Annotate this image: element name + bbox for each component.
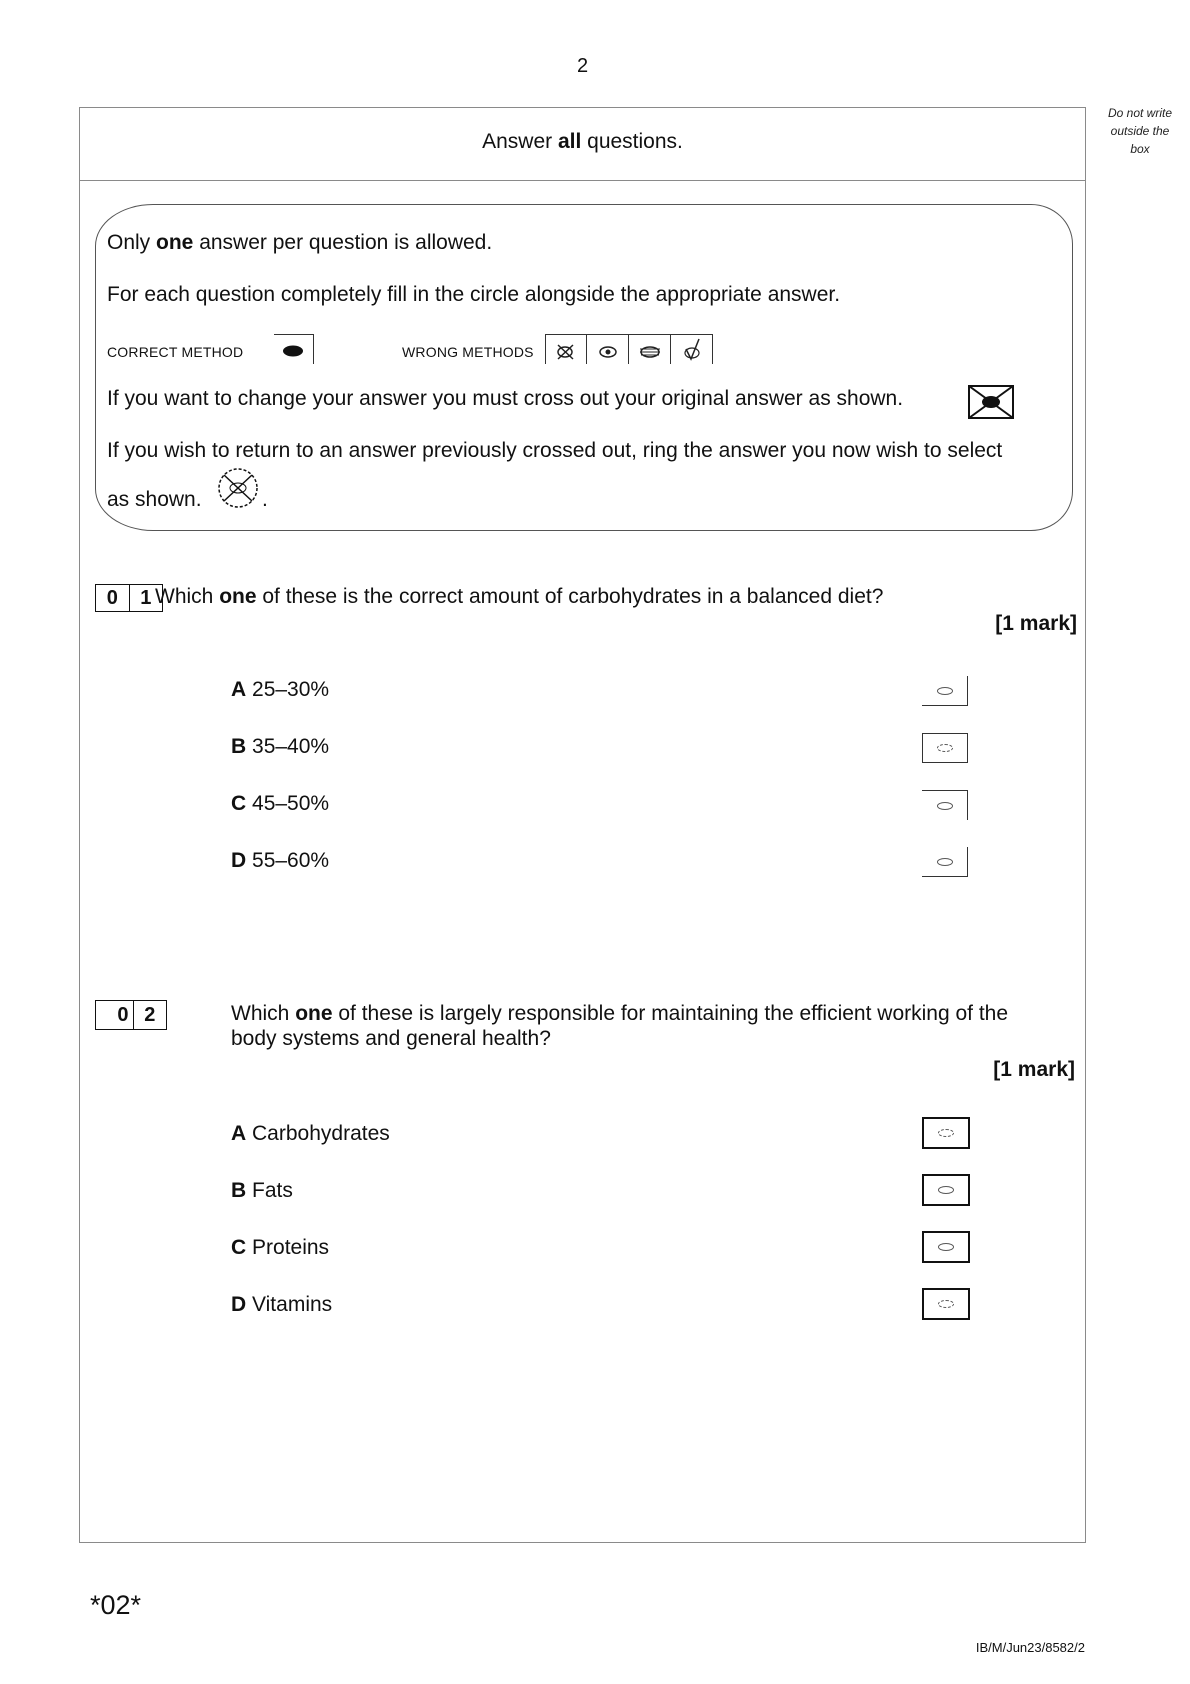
answer-oval-icon	[937, 858, 953, 866]
filled-oval-icon	[274, 335, 314, 365]
answer-oval-icon	[938, 1186, 954, 1194]
answer-oval-icon	[937, 687, 953, 695]
question-1-stem-emphasis: one	[219, 585, 257, 608]
wrong-method-dot-sample	[587, 334, 629, 364]
instruction-line-1-prefix: Only	[107, 231, 157, 254]
dotted-oval-icon	[587, 335, 629, 365]
wrong-method-scribble-sample	[629, 334, 671, 364]
option-text: 55–60%	[252, 849, 330, 872]
question-2-stem-suffix: of these is largely responsible for maintaining the efficient working of the	[332, 1002, 1009, 1025]
option-letter: D	[231, 1293, 247, 1316]
page-number: 2	[576, 55, 589, 77]
question-2-option-d	[231, 1293, 332, 1317]
instruction-line-5: as shown.	[107, 488, 202, 511]
question-1-option-a-bubble[interactable]	[922, 676, 968, 706]
question-1-option-b	[231, 735, 329, 759]
option-letter: A	[231, 1122, 247, 1145]
instruction-line-4: If you wish to return to an answer previously crossed out, ring the answer you now wish to select	[107, 439, 1003, 462]
ticked-oval-icon	[671, 335, 713, 365]
crossed-oval-icon	[546, 335, 588, 365]
question-2-stem-line-2: body systems and general health?	[231, 1027, 551, 1050]
question-1-digit-1: 0	[106, 586, 118, 609]
question-1-stem-prefix: Which	[155, 585, 220, 608]
question-2-stem-prefix: Which	[231, 1002, 296, 1025]
question-2-digit-1: 0	[117, 1003, 129, 1026]
question-2-number	[95, 1000, 167, 1030]
question-1-option-c	[231, 792, 329, 816]
answer-oval-icon	[938, 1300, 954, 1308]
answer-oval-icon	[937, 802, 953, 810]
heading-prefix: Answer	[482, 130, 558, 153]
option-letter: C	[231, 792, 247, 815]
margin-note-line-2: outside the	[1110, 124, 1170, 138]
instruction-line-1-suffix: answer per question is allowed.	[193, 231, 493, 254]
instruction-line-3: If you want to change your answer you must cross out your original answer as shown.	[107, 387, 904, 410]
question-2-option-b-bubble[interactable]	[922, 1174, 970, 1206]
crossed-out-box-icon	[966, 383, 1018, 421]
question-2-option-d-bubble[interactable]	[922, 1288, 970, 1320]
instruction-line-1	[107, 231, 492, 255]
question-1-marks: [1 mark]	[995, 612, 1077, 635]
answer-oval-icon	[937, 744, 953, 752]
question-1-stem-suffix: of these is the correct amount of carbohydrates in a balanced diet?	[256, 585, 884, 608]
answer-oval-icon	[938, 1243, 954, 1251]
margin-note-line-1: Do not write	[1107, 106, 1173, 120]
margin-note-line-3: box	[1130, 142, 1150, 156]
option-text: 45–50%	[252, 792, 330, 815]
option-text: 35–40%	[252, 735, 330, 758]
option-text: Fats	[252, 1179, 293, 1202]
scribbled-oval-icon	[629, 335, 671, 365]
instruction-line-1-emphasis: one	[156, 231, 194, 254]
question-2-option-c-bubble[interactable]	[922, 1231, 970, 1263]
correct-method-sample	[274, 334, 314, 364]
option-text: 25–30%	[252, 678, 330, 701]
option-text: Proteins	[252, 1236, 330, 1259]
question-2-digit-2: 2	[133, 1001, 167, 1029]
margin-note	[1098, 104, 1182, 158]
question-2-marks: [1 mark]	[993, 1058, 1075, 1081]
question-1-option-a	[231, 678, 329, 702]
page-code: *02*	[90, 1590, 142, 1620]
question-2-option-c	[231, 1236, 329, 1260]
question-1-option-d	[231, 849, 329, 873]
option-letter: D	[231, 849, 247, 872]
option-text: Vitamins	[252, 1293, 333, 1316]
wrong-method-cross-sample	[545, 334, 587, 364]
answer-oval-icon	[938, 1129, 954, 1137]
ringed-answer-sample	[212, 466, 264, 510]
instruction-line-2: For each question completely fill in the circle alongside the appropriate answer.	[107, 283, 841, 306]
question-2-option-a-bubble[interactable]	[922, 1117, 970, 1149]
option-letter: B	[231, 735, 247, 758]
question-2-stem	[231, 1002, 1008, 1026]
heading-suffix: questions.	[581, 130, 683, 153]
page-heading	[79, 130, 1086, 154]
question-1-digit-2: 1	[129, 585, 163, 611]
question-2-option-a	[231, 1122, 390, 1146]
option-letter: C	[231, 1236, 247, 1259]
option-text: Carbohydrates	[252, 1122, 390, 1145]
option-letter: A	[231, 678, 247, 701]
heading-emphasis: all	[557, 130, 582, 153]
wrong-method-tick-sample	[671, 334, 713, 364]
question-1-option-d-bubble[interactable]	[922, 847, 968, 877]
question-2-option-b	[231, 1179, 293, 1203]
question-1-option-c-bubble[interactable]	[922, 790, 968, 820]
paper-reference: IB/M/Jun23/8582/2	[975, 1640, 1085, 1655]
question-1-number	[95, 584, 163, 612]
crossed-out-sample	[966, 383, 1018, 421]
question-1-stem	[155, 585, 883, 609]
ringed-cross-icon	[212, 466, 264, 510]
correct-method-label: CORRECT METHOD	[107, 344, 244, 360]
instruction-line-5-end: .	[262, 488, 268, 511]
question-2-stem-emphasis: one	[295, 1002, 333, 1025]
wrong-methods-label: WRONG METHODS	[402, 344, 534, 360]
option-letter: B	[231, 1179, 247, 1202]
question-1-option-b-bubble[interactable]	[922, 733, 968, 763]
header-divider	[79, 180, 1086, 181]
